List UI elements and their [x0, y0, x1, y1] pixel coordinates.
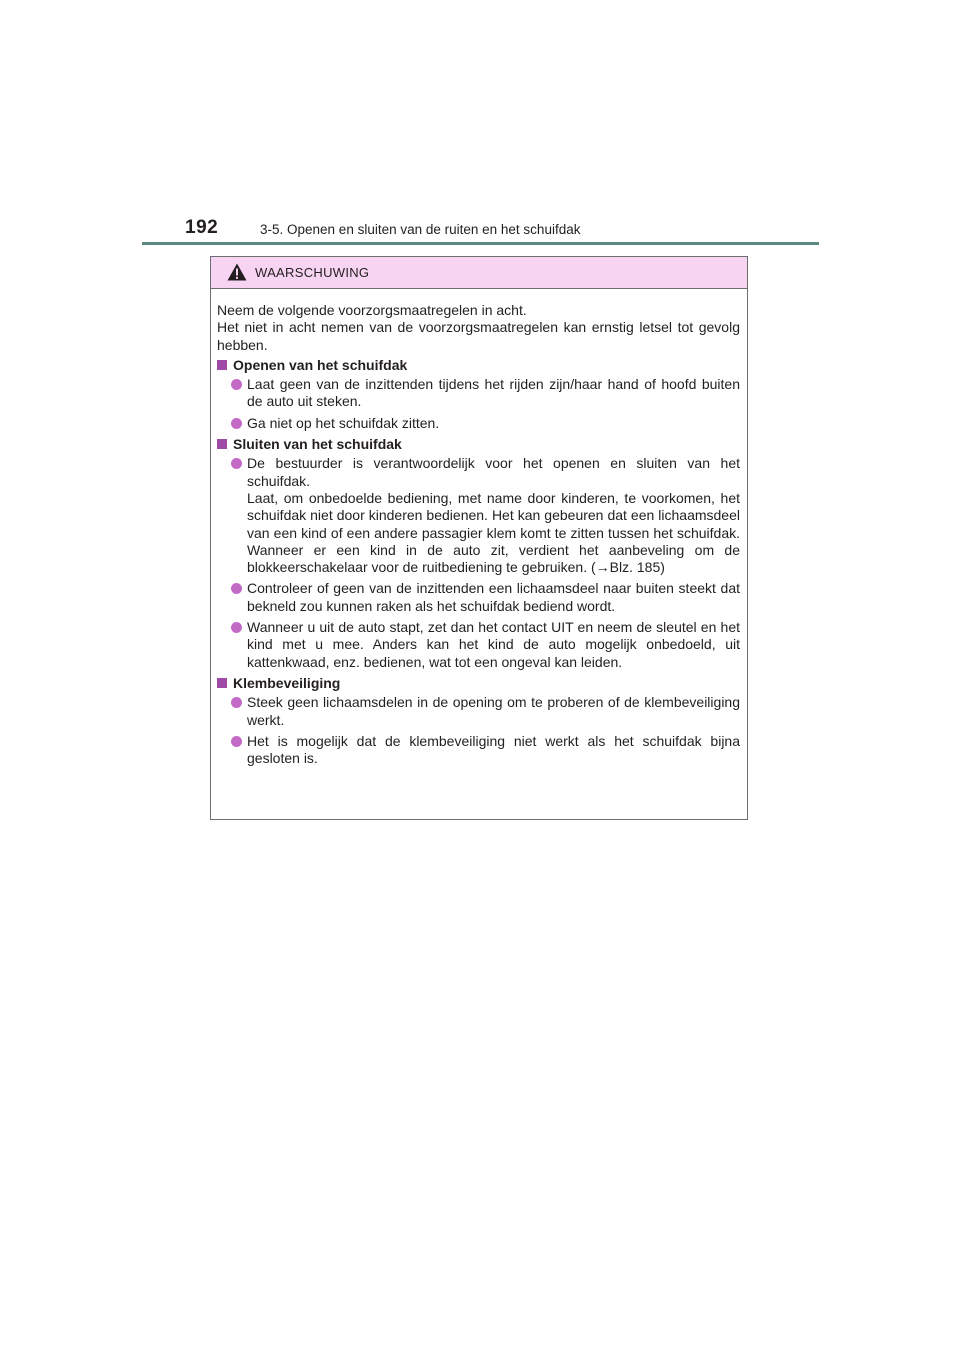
warning-body [211, 289, 747, 767]
section-jam-protection [217, 675, 740, 767]
section-heading-text: Klembeveiliging [233, 674, 341, 691]
warning-intro [217, 302, 740, 354]
square-bullet-icon [217, 360, 227, 370]
round-bullet-icon [231, 736, 242, 747]
list-item [217, 580, 740, 615]
square-bullet-icon [217, 439, 227, 449]
page-number: 192 [185, 217, 219, 238]
list-item [217, 415, 740, 432]
section-opening [217, 357, 740, 432]
page-header [142, 214, 819, 246]
round-bullet-icon [231, 418, 242, 429]
list-item [217, 376, 740, 411]
warning-triangle-icon [227, 263, 247, 281]
list-item [217, 733, 740, 768]
intro-line: Het niet in acht nemen van de voorzorgsmaatregelen kan ernstig letsel tot gevolg hebben. [217, 319, 740, 353]
intro-line: Neem de volgende voorzorgsmaatregelen in acht. [217, 302, 527, 318]
list-item-text: De bestuurder is verantwoordelijk voor het openen en sluiten van het schuifdak. Laat, om onbedoelde bediening, met name door kinderen, te voorkomen, het schuifdak niet door kinderen bedienen. Het kan gebeuren dat een lichaamsdeel van een kind of een andere passagier klem komt te zitten tussen het schuifdak. Wanneer er een kind in de auto zit, verdient het aanbeveling om de blokkeerschakelaar voor de ruitbediening te gebruiken. (→Blz. 185) [247, 455, 740, 576]
section-title: 3-5. Openen en sluiten van de ruiten en het schuifdak [260, 222, 581, 237]
list-item-text: Steek geen lichaamsdelen in de opening om te proberen of de klembeveiliging werkt. [247, 694, 740, 728]
section-heading-text: Sluiten van het schuifdak [233, 436, 402, 453]
section-heading [217, 357, 740, 374]
section-heading [217, 675, 740, 692]
round-bullet-icon [231, 458, 242, 469]
round-bullet-icon [231, 379, 242, 390]
warning-header [211, 257, 747, 289]
round-bullet-icon [231, 622, 242, 633]
square-bullet-icon [217, 678, 227, 688]
warning-box [210, 256, 748, 820]
section-closing [217, 436, 740, 671]
list-item-text: Het is mogelijk dat de klembeveiliging niet werkt als het schuifdak bijna gesloten is. [247, 732, 740, 767]
header-rule [142, 242, 819, 245]
list-item [217, 619, 740, 671]
list-item-text: Wanneer u uit de auto stapt, zet dan het contact UIT en neem de sleutel en het kind met u mee. Anders kan het kind de auto mogelijk onbedoeld, uit kattenkwaad, enz. bedienen, wat tot een ongeval kan leiden. [247, 619, 740, 670]
warning-title: WAARSCHUWING [255, 265, 370, 280]
round-bullet-icon [231, 697, 242, 708]
list-item-text: Ga niet op het schuifdak zitten. [247, 414, 440, 431]
round-bullet-icon [231, 583, 242, 594]
list-item-text: Controleer of geen van de inzittenden een lichaamsdeel naar buiten steekt dat bekneld zou kunnen raken als het schuifdak bediend wordt. [247, 580, 740, 614]
list-item-text: Laat geen van de inzittenden tijdens het rijden zijn/haar hand of hoofd buiten de auto uit steken. [247, 376, 740, 410]
section-heading-text: Openen van het schuifdak [233, 356, 408, 373]
list-item [217, 455, 740, 576]
section-heading [217, 436, 740, 453]
list-item [217, 694, 740, 729]
